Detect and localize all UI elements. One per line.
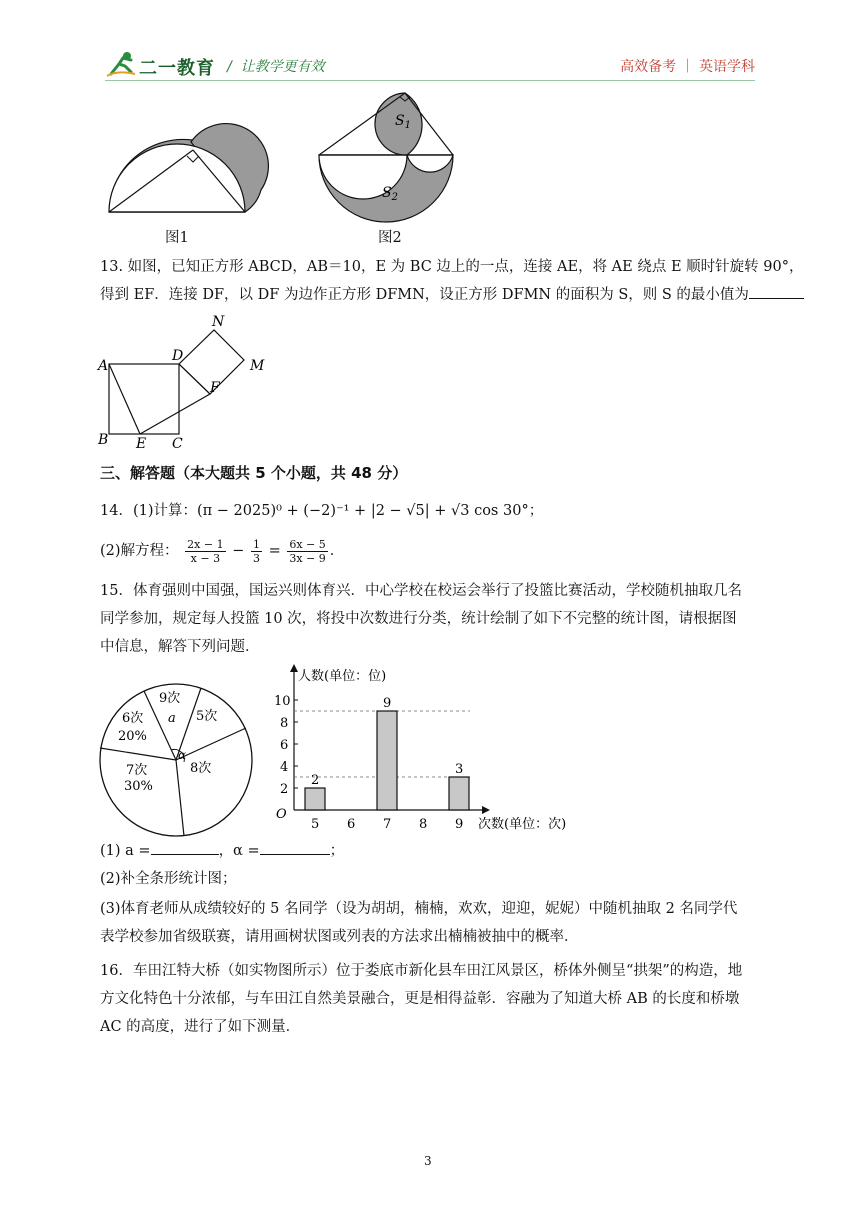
x-tick-label: 7 — [383, 817, 392, 832]
section-3-title: 三、解答题（本大题共 5 个小题，共 48 分） — [100, 464, 408, 482]
label-B: B — [98, 432, 109, 448]
q16-line3: AC 的高度，进行了如下测量． — [100, 1019, 301, 1035]
bar-5 — [305, 788, 325, 810]
q16-line1: 16．车田江特大桥（如实物图所示）位于娄底市新化县车田江风景区，桥体外侧呈“拱架”的构造，地 — [100, 963, 743, 979]
label-E: E — [136, 436, 147, 452]
label-A: A — [98, 358, 109, 374]
figure-2-caption: 图2 — [378, 230, 402, 246]
q14-part1: 14．(1)计算：(π − 2025)⁰ + (−2)⁻¹ + |2 − √5| + √3 cos 30°； — [100, 503, 544, 519]
q15-sub3-line1: (3)体育老师从成绩较好的 5 名同学（设为胡胡，楠楠，欢欢，迎迎，妮妮）中随机抽取 2 名同学代 — [100, 901, 738, 917]
q15-line2: 同学参加，规定每人投篮 10 次，将投中次数进行分类，统计绘制了如下不完整的统计图，请根据图 — [100, 611, 737, 627]
y-tick-label: 6 — [280, 738, 289, 753]
s2-label: $S_2$ — [382, 185, 398, 203]
label-F: F — [210, 380, 220, 396]
pie-angle-alpha: α — [178, 748, 187, 762]
y-tick-label: 4 — [280, 760, 289, 775]
q13-line2: 得到 EF．连接 DF，以 DF 为边作正方形 DFMN，设正方形 DFMN 的面积为 S，则 S 的最小值为 — [100, 282, 804, 308]
q13-line1: 13. 如图，已知正方形 ABCD，AB＝10，E 为 BC 边上的一点，连接 AE，将 AE 绕点 E 顺时针旋转 90°， — [100, 259, 804, 275]
pie-label-a: a — [168, 711, 176, 726]
fraction-3: $\frac{6x - 5}{3x - 9}$ — [289, 537, 326, 565]
pie-label-20: 20% — [118, 729, 147, 744]
x-tick-label: 9 — [455, 817, 464, 832]
q15-line3: 中信息，解答下列问题． — [100, 639, 260, 655]
bar-value-label: 9 — [383, 696, 392, 711]
fraction-1: $\frac{2x - 1}{x - 3}$ — [187, 537, 224, 565]
header-slogan: / 让教学更有效 — [227, 59, 325, 75]
page-number: 3 — [424, 1154, 432, 1168]
x-tick-label: 6 — [347, 817, 356, 832]
x-axis-label: 次数(单位：次) — [478, 817, 567, 832]
bar-7 — [377, 711, 397, 810]
y-tick-label: 2 — [280, 782, 289, 797]
pie-label-5: 5次 — [196, 709, 218, 724]
pie-chart — [96, 680, 256, 840]
label-M: M — [250, 358, 265, 374]
label-C: C — [172, 436, 183, 452]
pie-label-7: 7次 — [126, 763, 148, 778]
bar-value-label: 3 — [455, 762, 464, 777]
q13-square-diagram — [92, 312, 272, 452]
figure-1-caption: 图1 — [165, 230, 189, 246]
pie-label-9: 9次 — [159, 691, 181, 706]
fraction-2: $\frac{1}{3}$ — [252, 537, 260, 565]
label-N: N — [212, 314, 225, 330]
bar-9 — [449, 777, 469, 810]
label-D: D — [172, 348, 184, 364]
bar-chart — [270, 660, 590, 840]
y-tick-label: 10 — [274, 694, 291, 709]
q15-line1: 15．体育强则中国强，国运兴则体育兴．中心学校在校运会举行了投篮比赛活动，学校随机抽取几名 — [100, 583, 742, 599]
pie-label-30: 30% — [124, 779, 153, 794]
x-tick-label: 5 — [311, 817, 320, 832]
logo-runner-icon — [105, 50, 137, 78]
q15-sub2: (2)补全条形统计图； — [100, 871, 237, 887]
pie-label-8: 8次 — [190, 761, 212, 776]
y-axis-label: 人数(单位：位) — [298, 669, 387, 684]
q14-part2: (2)解方程： $\frac{2x - 1}{x - 3}$ − $\frac{1}{3}$ = $\frac{6x - 5}{3x - 9}$ ． — [100, 537, 345, 565]
origin-label: O — [276, 807, 287, 822]
figure-2-diagram — [310, 85, 460, 235]
q16-line2: 方文化特色十分浓郁，与车田江自然美景融合，更是相得益彰．容融为了知道大桥 AB 的长度和桥墩 — [100, 991, 740, 1007]
header-subject: 高效备考 ｜ 英语学科 — [620, 59, 755, 75]
x-tick-label: 8 — [419, 817, 428, 832]
figure-1-diagram — [95, 120, 270, 220]
s1-label: $S_1$ — [395, 113, 411, 131]
logo-text: 二一教育 — [139, 58, 215, 79]
pie-label-6: 6次 — [122, 711, 144, 726]
q15-sub3-line2: 表学校参加省级联赛，请用画树状图或列表的方法求出楠楠被抽中的概率． — [100, 929, 579, 945]
header-divider — [105, 80, 755, 81]
y-tick-label: 8 — [280, 716, 289, 731]
q15-sub1: (1) a = ，α = ； — [100, 838, 344, 864]
bar-value-label: 2 — [311, 773, 320, 788]
page-header — [105, 50, 755, 80]
